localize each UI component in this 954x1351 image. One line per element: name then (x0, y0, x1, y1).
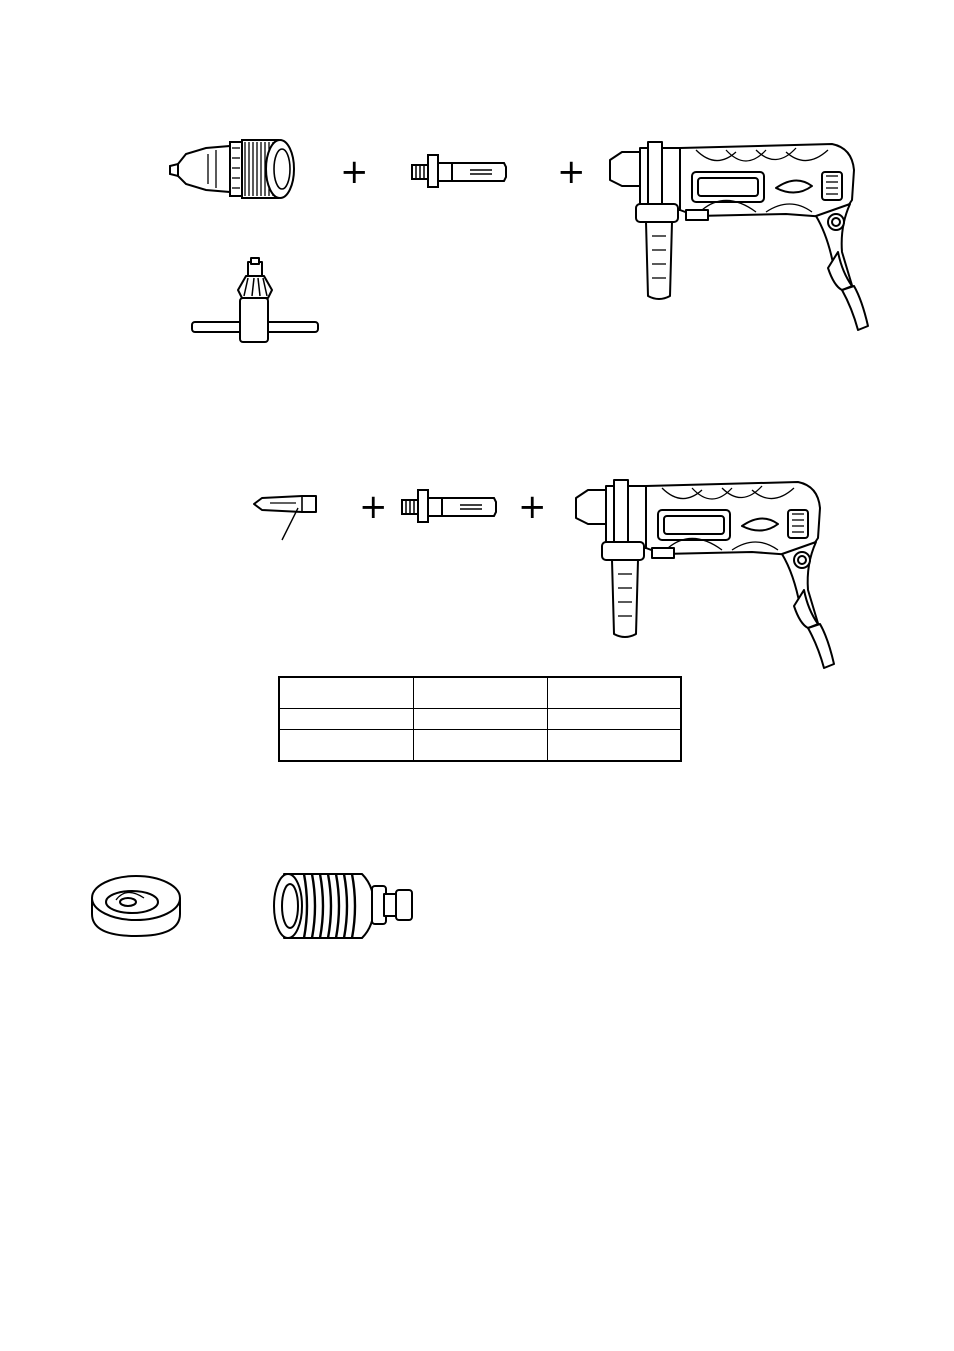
rotary-hammer-icon (606, 140, 870, 332)
spec-table (278, 676, 682, 762)
table-cell (547, 709, 681, 730)
chuck-adapter-icon (408, 153, 508, 189)
plus-sign: + (359, 487, 388, 527)
plus-sign: + (518, 487, 547, 527)
table-row (279, 709, 681, 730)
table-cell (413, 677, 547, 709)
table-cell (413, 709, 547, 730)
table-cell (413, 730, 547, 762)
table-cell (547, 677, 681, 709)
table-cell (279, 730, 413, 762)
screwdriver-bit-icon (250, 488, 322, 544)
drill-chuck-icon (168, 134, 300, 204)
adapter-icon (398, 488, 498, 524)
chuck-key-icon (188, 256, 322, 344)
table-cell (279, 709, 413, 730)
table-row (279, 730, 681, 762)
table-cell (279, 677, 413, 709)
table-cell (547, 730, 681, 762)
plus-sign: + (557, 152, 586, 192)
rotary-hammer-icon (572, 478, 836, 670)
dust-collector-bellows-icon (270, 866, 416, 946)
dust-cup-icon (86, 862, 186, 940)
plus-sign: + (340, 152, 369, 192)
table-row (279, 677, 681, 709)
